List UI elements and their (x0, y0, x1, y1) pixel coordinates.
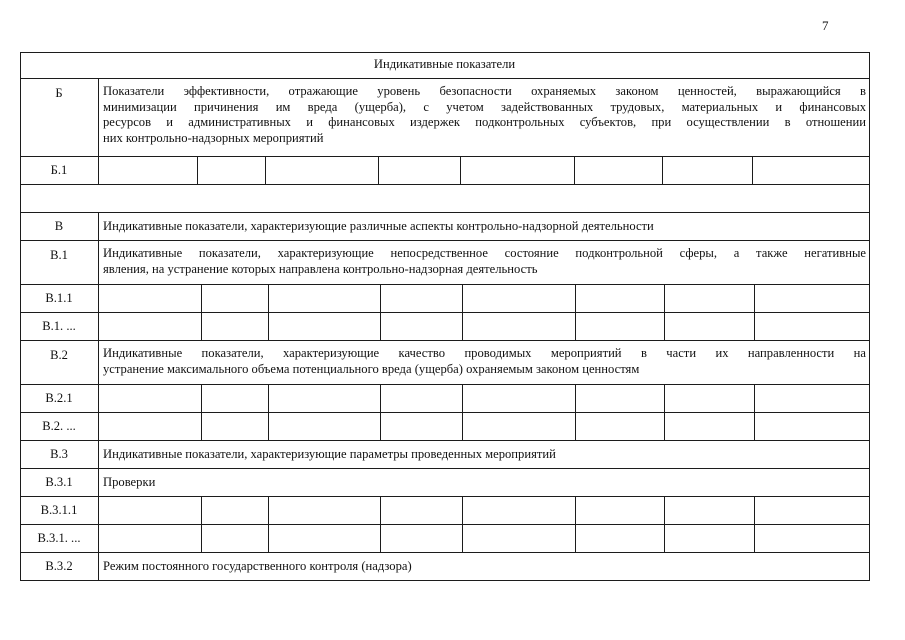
cell-divider (265, 156, 266, 184)
cell-divider (664, 312, 665, 340)
row-text-line: них контрольно-надзорных мероприятий (103, 130, 324, 145)
page-number: 7 (822, 18, 829, 33)
cell-divider (664, 412, 665, 440)
table-right-border (869, 312, 870, 340)
row-code: В.1.1 (45, 290, 73, 305)
cell-divider (462, 412, 463, 440)
cell-divider (575, 384, 576, 412)
row-border (20, 156, 870, 157)
table-right-border (869, 384, 870, 412)
row-border (20, 468, 870, 469)
cell-divider (268, 412, 269, 440)
code-column-divider (98, 384, 99, 412)
row-code: В.2 (50, 348, 68, 362)
row-text-line: Показатели эффективности, отражающие уровень безопасности охраняемых законом ценностей, выражающийся в (103, 84, 866, 98)
cell-divider (380, 496, 381, 524)
table-right-border (869, 240, 870, 284)
row-code: В.1. ... (42, 318, 76, 333)
row-border (20, 284, 870, 285)
table-right-border (869, 468, 870, 496)
row-border (20, 240, 870, 241)
row-code: В.2. ... (42, 418, 76, 433)
row-border (20, 78, 870, 79)
row-code: В.3.1.1 (40, 502, 78, 517)
code-column-divider (98, 78, 99, 156)
row-border (20, 340, 870, 341)
cell-divider (380, 312, 381, 340)
table-right-border (869, 284, 870, 312)
code-column-divider (98, 312, 99, 340)
cell-divider (201, 312, 202, 340)
code-column-divider (98, 468, 99, 496)
table-right-border (869, 156, 870, 184)
row-code: В.3.2 (45, 558, 73, 573)
table-right-border (869, 524, 870, 552)
table-top-border (20, 52, 870, 53)
table-right-border (869, 440, 870, 468)
cell-divider (268, 384, 269, 412)
table-right-border (869, 212, 870, 240)
row-text-line: ресурсов и административных и финансовых издержек подконтрольных субъектов, при осуществлении в отношении (103, 115, 866, 129)
cell-divider (201, 384, 202, 412)
row-code: В.3.1 (45, 474, 73, 489)
cell-divider (752, 156, 753, 184)
cell-divider (462, 384, 463, 412)
cell-divider (201, 284, 202, 312)
cell-divider (575, 284, 576, 312)
cell-divider (664, 496, 665, 524)
row-code: В.2.1 (45, 390, 73, 405)
code-column-divider (98, 496, 99, 524)
cell-divider (574, 156, 575, 184)
table-right-border (869, 78, 870, 156)
code-column-divider (98, 156, 99, 184)
row-code: В.1 (50, 248, 68, 262)
row-border (20, 440, 870, 441)
row-border (20, 552, 870, 553)
cell-divider (575, 496, 576, 524)
row-text-line: Индикативные показатели, характеризующие качество проводимых мероприятий в части их направленности на (103, 346, 866, 360)
row-border (20, 412, 870, 413)
cell-divider (754, 384, 755, 412)
cell-divider (575, 412, 576, 440)
row-text-line: Индикативные показатели, характеризующие параметры проведенных мероприятий (103, 446, 556, 461)
row-border (20, 524, 870, 525)
table-right-border (869, 412, 870, 440)
cell-divider (462, 496, 463, 524)
cell-divider (268, 496, 269, 524)
row-text-line: Индикативные показатели, характеризующие различные аспекты контрольно-надзорной деятельности (103, 218, 654, 233)
cell-divider (754, 524, 755, 552)
cell-divider (754, 496, 755, 524)
cell-divider (664, 284, 665, 312)
row-text-line: Режим постоянного государственного контроля (надзора) (103, 558, 412, 573)
code-column-divider (98, 440, 99, 468)
cell-divider (462, 312, 463, 340)
cell-divider (575, 524, 576, 552)
cell-divider (662, 156, 663, 184)
row-code: В.3.1. ... (37, 530, 81, 545)
code-column-divider (98, 412, 99, 440)
row-border (20, 384, 870, 385)
code-column-divider (98, 552, 99, 580)
cell-divider (380, 384, 381, 412)
cell-divider (462, 524, 463, 552)
cell-divider (664, 524, 665, 552)
cell-divider (268, 284, 269, 312)
cell-divider (754, 412, 755, 440)
cell-divider (378, 156, 379, 184)
table-right-border (869, 496, 870, 524)
table-bottom-border (20, 580, 870, 581)
cell-divider (754, 312, 755, 340)
code-column-divider (98, 340, 99, 384)
cell-divider (201, 496, 202, 524)
row-border (20, 312, 870, 313)
row-border (20, 212, 870, 213)
table-title: Индикативные показатели (373, 57, 516, 71)
row-text-line: Проверки (103, 474, 156, 489)
cell-divider (380, 412, 381, 440)
cell-divider (462, 284, 463, 312)
row-code: Б (55, 86, 63, 100)
cell-divider (380, 524, 381, 552)
cell-divider (201, 412, 202, 440)
code-column-divider (98, 240, 99, 284)
row-text-line: минимизации причинения им вреда (ущерба), с учетом задействованных трудовых, материальных и финансовых (103, 99, 866, 114)
cell-divider (268, 524, 269, 552)
cell-divider (268, 312, 269, 340)
row-text-line: Индикативные показатели, характеризующие непосредственное состояние подконтрольной сферы, а также негативные (103, 246, 866, 260)
cell-divider (664, 384, 665, 412)
table-right-border (869, 52, 870, 78)
cell-divider (575, 312, 576, 340)
code-column-divider (98, 284, 99, 312)
row-code: Б.1 (50, 162, 68, 177)
row-text-line: устранение максимального объема потенциального вреда (ущерба) охраняемым законом ценностям (103, 361, 640, 376)
row-code: В (54, 218, 64, 233)
row-border (20, 496, 870, 497)
table-left-border (20, 184, 21, 212)
cell-divider (380, 284, 381, 312)
table-right-border (869, 340, 870, 384)
cell-divider (460, 156, 461, 184)
cell-divider (754, 284, 755, 312)
cell-divider (197, 156, 198, 184)
row-code: В.3 (50, 446, 68, 461)
cell-divider (201, 524, 202, 552)
code-column-divider (98, 212, 99, 240)
row-text-line: явления, на устранение которых направлена контрольно-надзорная деятельность (103, 261, 538, 276)
table-right-border (869, 552, 870, 580)
table-right-border (869, 184, 870, 212)
code-column-divider (98, 524, 99, 552)
row-border (20, 184, 870, 185)
